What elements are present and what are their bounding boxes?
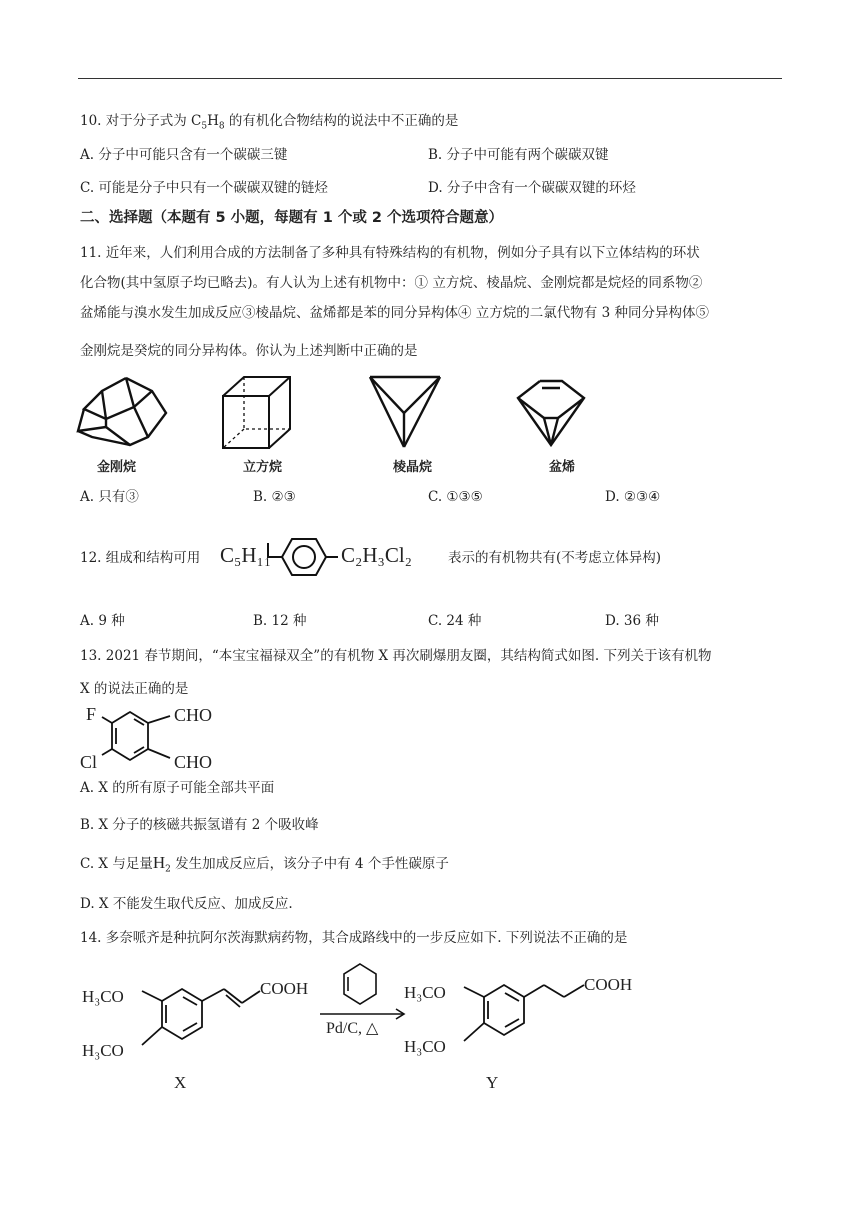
- q14-stem: 14. 多奈哌齐是种抗阿尔茨海默病药物，其合成路线中的一步反应如下. 下列说法不正确的是: [80, 930, 628, 946]
- benzvalene-label: 盆烯: [549, 460, 576, 475]
- q13-chlorine: Cl: [80, 752, 98, 772]
- q13-option-c: [80, 853, 449, 880]
- q11-line2: 化合物(其中氢原子均已略去)。有人认为上述有机物中：① 立方烷、棱晶烷、金刚烷都是烷烃的同系物②: [80, 275, 703, 291]
- adamantane-label: 金刚烷: [97, 460, 137, 475]
- q10-sub1: 5: [201, 121, 208, 132]
- x-ome-top: H₃CO: [82, 987, 124, 1006]
- q10-sub2: 8: [218, 121, 225, 132]
- q12-stem-post: 表示的有机物共有(不考虑立体异构): [448, 550, 662, 566]
- reaction-condition: Pd/C, △: [326, 1020, 379, 1037]
- q10-option-a: A. 分子中可能只含有一个碳碳三键: [80, 147, 288, 163]
- cubane-label: 立方烷: [243, 460, 283, 475]
- y-cooh: COOH: [584, 975, 633, 994]
- prismane-structure: [368, 373, 442, 451]
- q13-option-a: A. X 的所有原子可能全部共平面: [80, 780, 275, 796]
- q13-structure: [78, 702, 238, 776]
- x-label: X: [174, 1073, 187, 1092]
- q10-option-d: D. 分子中含有一个碳碳双键的环烃: [428, 180, 636, 196]
- q12-right-group: C₂H₃Cl₂: [341, 543, 412, 567]
- y-ome-bottom: H₃CO: [404, 1037, 446, 1056]
- benzvalene-structure: [514, 378, 588, 448]
- q11-option-b: B. ②③: [253, 489, 296, 505]
- q11-line1: 11. 近年来，人们利用合成的方法制备了多种具有特殊结构的有机物，例如分子具有以下立体结构的环状: [80, 245, 700, 261]
- q13-line1: 13. 2021 春节期间，“本宝宝福禄双全”的有机物 X 再次刷爆朋友圈，其结构简式如图. 下列关于该有机物: [80, 648, 712, 664]
- q13-c-pre: C. X 与足量: [80, 856, 153, 872]
- q10-option-c: C. 可能是分子中只有一个碳碳双键的链烃: [80, 180, 328, 196]
- q10-stem-pre: 10. 对于分子式为 C: [80, 113, 202, 129]
- q11-line3: 盆烯能与溴水发生加成反应③棱晶烷、盆烯都是苯的同分异构体④ 立方烷的二氯代物有 3 种同分异构体⑤: [80, 305, 709, 321]
- q13-c-h2: H: [152, 853, 166, 872]
- y-ome-top: H₃CO: [404, 983, 446, 1002]
- q14-reactant-x: [80, 965, 320, 1095]
- q13-line2: X 的说法正确的是: [80, 681, 189, 697]
- q11-line4: 金刚烷是癸烷的同分异构体。你认为上述判断中正确的是: [80, 343, 418, 359]
- q12-benzene-ring: [266, 527, 340, 583]
- q12-option-d: D. 36 种: [605, 613, 659, 629]
- q10-stem: [80, 111, 458, 137]
- q12-option-b: B. 12 种: [253, 613, 307, 629]
- q12-option-c: C. 24 种: [428, 613, 482, 629]
- q14-product-y: [404, 965, 664, 1095]
- q12-left-group: C₅H₁₁: [220, 543, 272, 567]
- q13-fluorine: F: [86, 704, 97, 724]
- adamantane-structure: [74, 375, 174, 447]
- q10-stem-post: 的有机化合物结构的说法中不正确的是: [224, 113, 459, 129]
- q10-stem-mid: H: [207, 113, 219, 129]
- q13-cho-bottom: CHO: [174, 752, 213, 772]
- q13-c-post: 发生加成反应后，该分子中有 4 个手性碳原子: [170, 856, 449, 872]
- q13-option-b: B. X 分子的核磁共振氢谱有 2 个吸收峰: [80, 817, 319, 833]
- q11-option-d: D. ②③④: [605, 489, 661, 505]
- cyclohexene-icon: [318, 962, 408, 1052]
- x-ome-bottom: H₃CO: [82, 1041, 124, 1060]
- q11-option-a: A. 只有③: [80, 489, 139, 505]
- q11-option-c: C. ①③⑤: [428, 489, 483, 505]
- header-rule: [78, 78, 782, 79]
- q14-reaction-arrow: [318, 962, 408, 1052]
- prismane-label: 棱晶烷: [393, 460, 433, 475]
- q12-option-a: A. 9 种: [80, 613, 125, 629]
- q10-option-b: B. 分子中可能有两个碳碳双键: [428, 147, 609, 163]
- y-label: Y: [486, 1073, 499, 1092]
- q13-c-sub: 2: [165, 864, 171, 875]
- cubane-structure: [220, 374, 296, 452]
- x-cooh: COOH: [260, 979, 309, 998]
- q12-stem-pre: 12. 组成和结构可用: [80, 550, 201, 566]
- section2-heading: 二、选择题（本题有 5 小题，每题有 1 个或 2 个选项符合题意）: [80, 210, 504, 226]
- q13-option-d: D. X 不能发生取代反应、加成反应.: [80, 896, 293, 912]
- q13-cho-top: CHO: [174, 705, 213, 725]
